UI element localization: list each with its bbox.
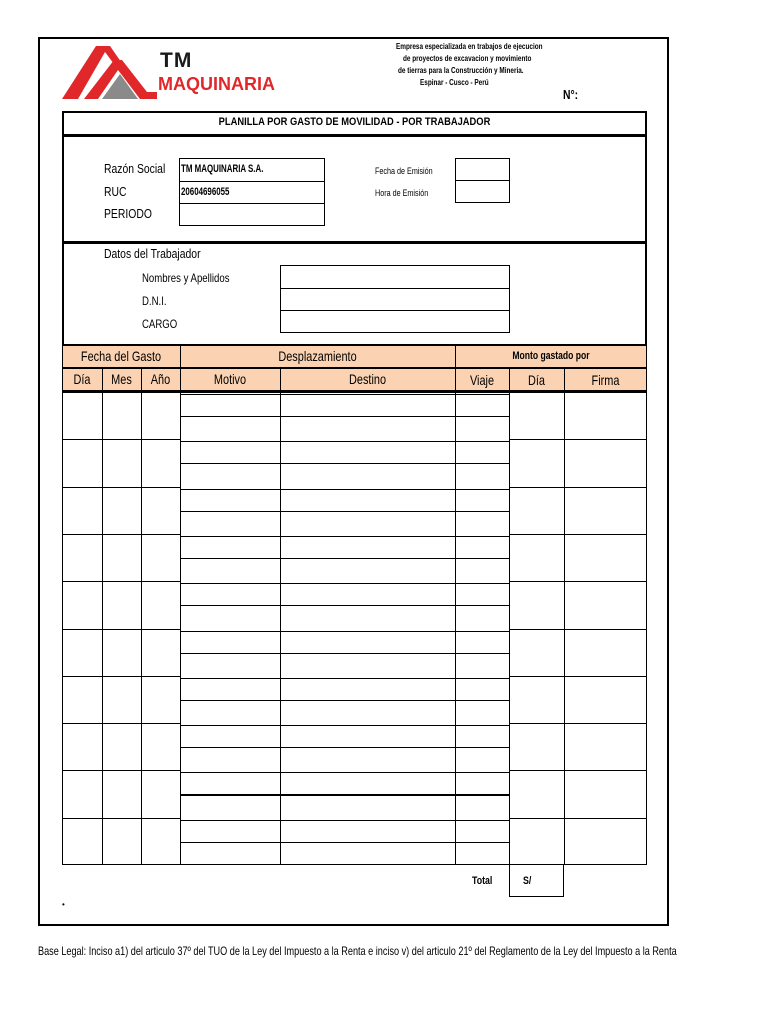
row-subline <box>180 678 509 679</box>
row-subline <box>180 536 509 537</box>
row-divider <box>62 770 180 771</box>
fecha-emision-field[interactable] <box>455 158 510 181</box>
row-divider <box>62 723 180 724</box>
ruc-value: 20604696055 <box>181 186 230 198</box>
column-header-dia: Día <box>73 371 91 387</box>
row-divider <box>509 629 647 630</box>
row-subline <box>180 558 509 559</box>
row-subline <box>180 394 509 395</box>
cargo-label: CARGO <box>142 317 178 331</box>
row-divider <box>62 629 180 630</box>
column-header-anio: Año <box>150 371 171 387</box>
hora-emision-label: Hora de Emisión <box>375 188 429 198</box>
dni-field[interactable] <box>280 288 510 311</box>
row-divider <box>62 818 180 819</box>
total-label: Total <box>472 875 493 887</box>
row-subline <box>180 747 509 748</box>
footer-mark: • <box>62 900 65 909</box>
row-subline <box>180 605 509 606</box>
header-monto: Monto gastado por <box>512 350 590 362</box>
row-divider <box>62 439 180 440</box>
row-divider <box>509 770 647 771</box>
row-divider <box>509 487 647 488</box>
row-subline <box>180 583 509 584</box>
row-divider <box>509 723 647 724</box>
row-subline <box>180 794 509 796</box>
tagline-line: Espinar - Cusco - Perú <box>420 78 489 87</box>
row-subline <box>180 511 509 512</box>
row-divider <box>509 439 647 440</box>
row-subline <box>180 463 509 464</box>
razon-social-label: Razón Social <box>104 161 166 176</box>
tagline-line: de proyectos de excavacion y movimiento <box>403 54 532 63</box>
nombres-field[interactable] <box>280 265 510 289</box>
row-divider <box>509 581 647 582</box>
nombres-label: Nombres y Apellidos <box>142 271 230 285</box>
row-subline <box>180 772 509 773</box>
periodo-label: PERIODO <box>104 206 152 221</box>
header-desplazamiento: Desplazamiento <box>278 348 357 364</box>
row-subline <box>180 489 509 490</box>
dni-label: D.N.I. <box>142 294 167 308</box>
company-logo <box>62 42 287 100</box>
row-subline <box>180 416 509 417</box>
column-header-motivo: Motivo <box>213 371 247 387</box>
header-fecha-gasto: Fecha del Gasto <box>80 348 162 364</box>
row-divider <box>509 818 647 819</box>
column-header-mes: Mes <box>111 371 132 387</box>
periodo-field[interactable] <box>179 203 325 226</box>
column-header-viaje: Viaje <box>469 372 495 388</box>
razon-social-value: TM MAQUINARIA S.A. <box>181 163 264 175</box>
row-subline <box>180 653 509 654</box>
row-divider <box>62 534 180 535</box>
row-subline <box>180 631 509 632</box>
tagline-line: de tierras para la Construcción y Mineria. <box>398 66 524 75</box>
logo-mark-icon <box>62 42 162 100</box>
column-header-dia-monto: Día <box>527 372 545 388</box>
row-subline <box>180 725 509 726</box>
row-subline <box>180 820 509 821</box>
document-number-label: N°: <box>563 87 579 102</box>
row-divider <box>62 676 180 677</box>
row-subline <box>180 842 509 843</box>
fecha-emision-label: Fecha de Emisión <box>375 166 433 176</box>
row-divider <box>509 534 647 535</box>
hora-emision-field[interactable] <box>455 180 510 203</box>
company-section <box>62 135 647 243</box>
column-header-firma: Firma <box>591 372 620 388</box>
row-divider <box>509 676 647 677</box>
form-title: PLANILLA POR GASTO DE MOVILIDAD - POR TRABAJADOR <box>218 116 491 128</box>
legal-footer: Base Legal: Inciso a1) del articulo 37º del TUO de la Ley del Impuesto a la Renta e inciso v) del articulo 21º del Reglamento de la Ley del Impuesto a la Renta <box>38 944 677 958</box>
row-subline <box>180 700 509 701</box>
row-divider <box>62 581 180 582</box>
ruc-label: RUC <box>104 184 127 199</box>
currency-label: S/ <box>523 875 532 887</box>
column-header-destino: Destino <box>348 371 387 387</box>
tagline-line: Empresa especializada en trabajos de ejecucion <box>396 42 543 51</box>
datos-trabajador-label: Datos del Trabajador <box>104 246 201 261</box>
row-subline <box>180 441 509 442</box>
logo-initials: TM <box>160 49 193 72</box>
total-amount-field[interactable] <box>509 865 564 897</box>
logo-name: MAQUINARIA <box>158 74 275 94</box>
cargo-field[interactable] <box>280 310 510 333</box>
row-divider <box>62 487 180 488</box>
